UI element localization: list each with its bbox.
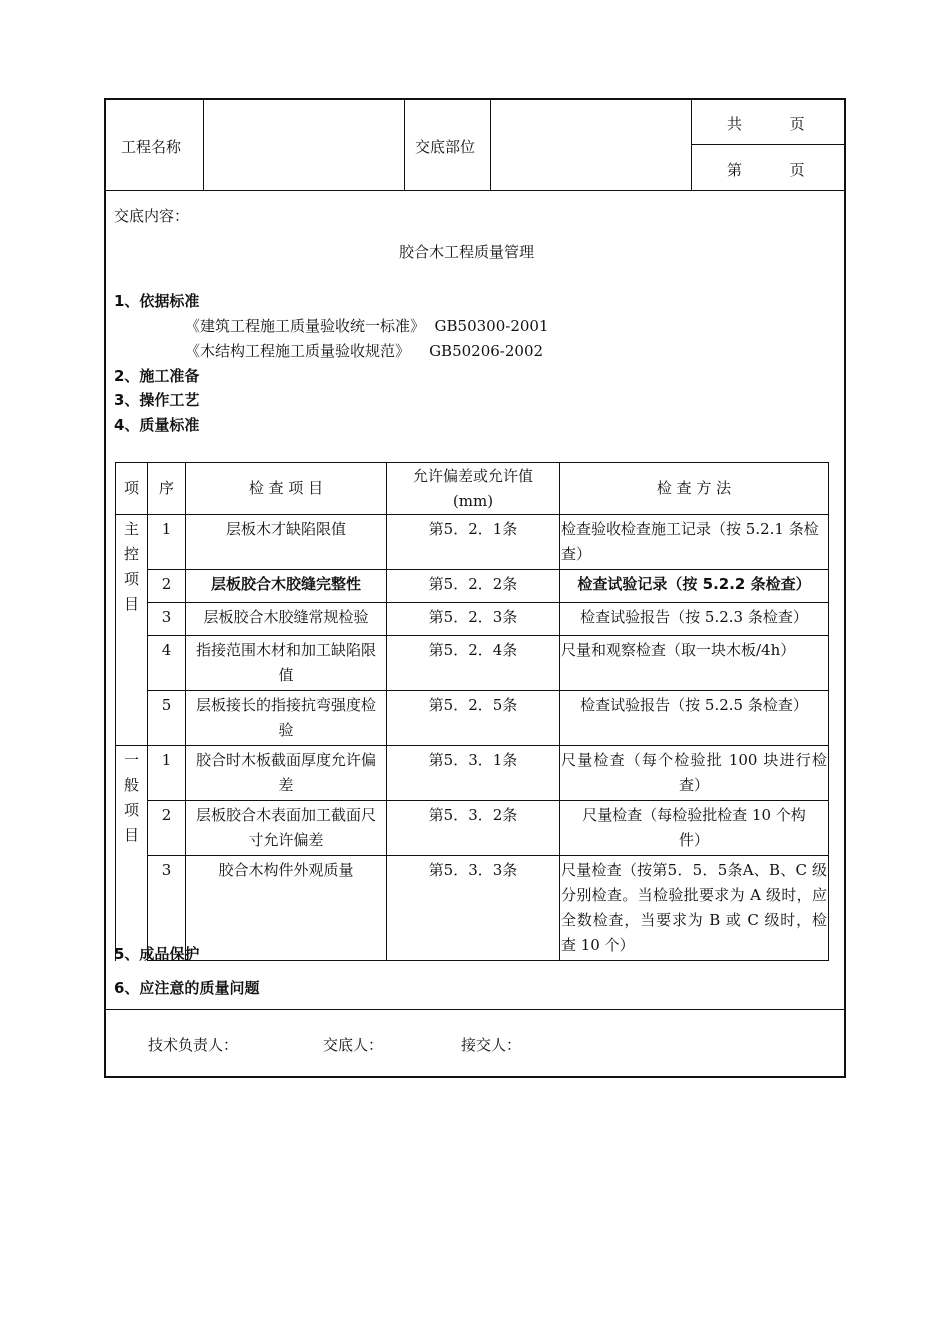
table-row	[116, 746, 829, 801]
row-seq: 4	[148, 636, 186, 691]
row-item: 层板木才缺陷限值	[186, 515, 387, 570]
header-category: 项	[116, 463, 148, 515]
header-divider-2	[404, 98, 405, 191]
row-tolerance: 第5．3．3条	[387, 856, 560, 961]
receiver-label: 接交人：	[461, 1036, 522, 1054]
table-row	[116, 603, 829, 636]
row-tolerance: 第5．2．5条	[387, 691, 560, 746]
standard-1: 《建筑工程施工质量验收统一标准》 GB50300-2001	[185, 317, 549, 335]
table-row	[116, 856, 829, 961]
location-label: 交底部位	[415, 138, 476, 156]
row-item: 层板胶合木胶缝常规检验	[186, 603, 387, 636]
tech-lead-label: 技术负责人：	[148, 1036, 239, 1054]
header-divider-3	[490, 98, 491, 191]
row-item: 胶合时木板截面厚度允许偏差	[186, 746, 387, 801]
row-seq: 2	[148, 570, 186, 603]
header-item: 检 查 项 目	[186, 463, 387, 515]
table-row	[116, 515, 829, 570]
content-intro-label: 交底内容：	[114, 207, 190, 225]
total-pages-label: 共 页	[727, 115, 805, 133]
page-count-divider	[691, 144, 846, 145]
section-process: 3、操作工艺	[114, 391, 200, 409]
section-quality-standard: 4、质量标准	[114, 416, 200, 434]
table-row	[116, 801, 829, 856]
row-method: 尺量和观察检查（取一块木板/4h）	[560, 636, 829, 691]
section-quality-issues: 6、应注意的质量问题	[114, 979, 260, 997]
row-seq: 1	[148, 746, 186, 801]
row-tolerance: 第5．3．2条	[387, 801, 560, 856]
table-row	[116, 570, 829, 603]
footer-top-line	[104, 1009, 846, 1010]
row-tolerance: 第5．3．1条	[387, 746, 560, 801]
document-title: 胶合木工程质量管理	[399, 243, 535, 261]
row-tolerance: 第5．2．2条	[387, 570, 560, 603]
row-tolerance: 第5．2．1条	[387, 515, 560, 570]
page-number-label: 第 页	[727, 161, 805, 179]
section-preparation: 2、施工准备	[114, 367, 200, 385]
header-bottom-line	[104, 190, 846, 191]
row-method: 检查验收检查施工记录（按 5.2.1 条检查）	[560, 515, 829, 570]
row-method: 检查试验报告（按 5.2.3 条检查）	[560, 603, 829, 636]
row-seq: 1	[148, 515, 186, 570]
table-row	[116, 636, 829, 691]
table-header-row	[116, 463, 829, 515]
project-name-label: 工程名称	[121, 138, 182, 156]
row-tolerance: 第5．2．3条	[387, 603, 560, 636]
row-item: 层板接长的指接抗弯强度检验	[186, 691, 387, 746]
quality-inspection-table	[115, 462, 829, 961]
row-seq: 3	[148, 856, 186, 961]
section-basis: 1、依据标准	[114, 292, 200, 310]
section-product-protection: 5、成品保护	[114, 945, 200, 963]
row-method: 检查试验记录（按 5.2.2 条检查）	[560, 570, 829, 603]
row-seq: 3	[148, 603, 186, 636]
header-method: 检 查 方 法	[560, 463, 829, 515]
row-seq: 5	[148, 691, 186, 746]
row-item: 层板胶合木胶缝完整性	[186, 570, 387, 603]
row-tolerance: 第5．2．4条	[387, 636, 560, 691]
main-control-group: 主控项目	[116, 515, 148, 746]
header-tolerance: 允许偏差或允许值(mm)	[387, 463, 560, 515]
row-method: 检查试验报告（按 5.2.5 条检查）	[560, 691, 829, 746]
row-item: 层板胶合木表面加工截面尺寸允许偏差	[186, 801, 387, 856]
row-method: 尺量检查（每检验批检查 10 个构件）	[560, 801, 829, 856]
header-seq: 序	[148, 463, 186, 515]
row-method: 尺量检查（按第5．5．5条A、B、C 级分别检查。当检验批要求为 A 级时，应全数检查，当要求为 B 或 C 级时，检查 10 个）	[560, 856, 829, 961]
header-divider-1	[203, 98, 204, 191]
standard-2: 《木结构工程施工质量验收规范》 GB50206-2002	[185, 342, 544, 360]
general-group: 一般项目	[116, 746, 148, 961]
row-seq: 2	[148, 801, 186, 856]
discloser-label: 交底人：	[323, 1036, 384, 1054]
row-item: 胶合木构件外观质量	[186, 856, 387, 961]
table-row	[116, 691, 829, 746]
row-method: 尺量检查（每个检验批 100 块进行检查）	[560, 746, 829, 801]
row-item: 指接范围木材和加工缺陷限值	[186, 636, 387, 691]
